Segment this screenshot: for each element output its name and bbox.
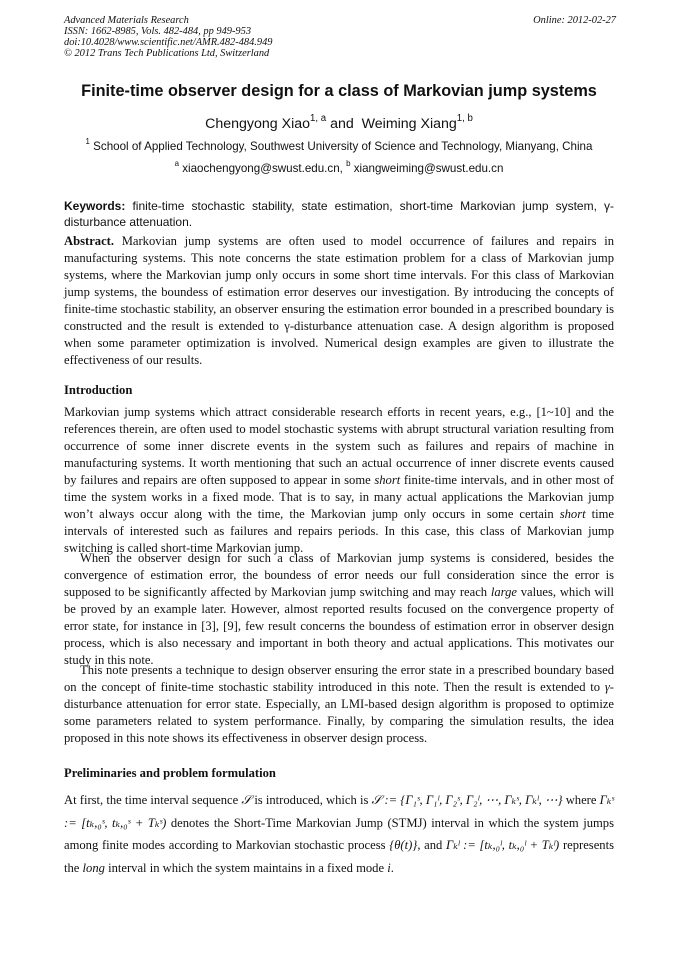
paper-title: Finite-time observer design for a class of Markovian jump systems — [81, 82, 597, 100]
paragraph-text: is introduced, which is — [254, 793, 369, 807]
keywords — [64, 198, 614, 230]
intro-paragraph-1 — [64, 404, 614, 557]
math-symbol: i — [387, 860, 391, 875]
paragraph-text: Markovian jump systems which attract considerable research efforts in recent years, e.g., [1~10] and the references therein, are often used to model stochastic systems with abrupt structural variation resulting from occurrence of some inner discrete events in the system such as failures and repairs of machine in manufacturing systems. It worth mentioning that such an actual occurrence of inner discrete events caused by failures and repairs are often supposed to appear in some — [64, 405, 614, 488]
author-emails — [40, 159, 638, 175]
emphasis: short — [559, 507, 586, 522]
emphasis: long — [82, 860, 105, 875]
abstract-label: Abstract. — [64, 234, 115, 248]
keywords-label: Keywords: — [64, 199, 126, 213]
issn-line: ISSN: 1662-8985, Vols. 482-484, pp 949-953 — [64, 26, 252, 37]
math-expression: {θ(t)} — [389, 838, 418, 852]
emphasis: large — [490, 585, 517, 600]
author-name: Weiming Xiang — [361, 116, 457, 132]
author-conjunction: and — [330, 116, 354, 132]
email-superscript: b — [346, 159, 351, 169]
paragraph-text: finite-time intervals, and in other most of time the system works in a fixed mode. That is to say, in many actual applications the Markovian jump won’t always occur along with the time, the Markovian jump only occurs in some certain — [64, 473, 614, 522]
paragraph-text: values, which will be proved by an example later. However, almost reported results focused on the convergence property of error state, for instance in [3], [9], few result concerns the boundess of estimation error in observer design process, which is also necessary and important in both theory and actual applications. This motivates our study in this note. — [64, 585, 614, 668]
paragraph-text: where — [565, 793, 597, 807]
paragraph-text: interval in which the system maintains in a fixed mode — [108, 860, 385, 875]
paragraph-text: . — [390, 860, 394, 875]
author-line — [40, 113, 638, 132]
math-expression: Γₖˢ := [tₖ,₀ˢ, tₖ,₀ˢ + Tₖˢ) — [64, 793, 615, 830]
preliminaries-paragraph — [64, 789, 614, 879]
emphasis: short — [374, 473, 401, 488]
math-symbol: γ — [604, 680, 610, 695]
affiliation-superscript: 1 — [85, 137, 90, 147]
section-heading-preliminaries: Preliminaries and problem formulation — [64, 766, 276, 780]
paragraph-text: time intervals of interested such as failures and repairs periods. In this case, this class of Markovian jump switching is called short-time Markovian jump. — [64, 507, 614, 556]
intro-paragraph-3 — [64, 662, 614, 747]
section-heading-introduction: Introduction — [64, 383, 133, 397]
keywords-text: finite-time stochastic stability, state estimation, short-time Markovian jump system, γ-disturbance attenuation. — [64, 199, 614, 229]
paragraph-text: denotes the Short-Time Markovian Jump (STMJ) interval in which the system jumps among finite modes according to Markovian stochastic process — [64, 815, 614, 852]
abstract — [64, 233, 614, 369]
author-name: Chengyong Xiao — [205, 116, 311, 132]
paragraph-text: When the observer design for such a class of Markovian jump systems is considered, besides the convergence of estimation error, the boundess of error needs our full consideration since the error is supposed to be significantly affected by Markovian jump switching and may reach — [64, 551, 614, 600]
running-header — [64, 15, 616, 59]
paragraph-text: , and — [417, 838, 443, 852]
online-date: Online: 2012-02-27 — [533, 15, 616, 26]
paragraph-text: represents the — [64, 838, 614, 875]
email-link[interactable]: xiangweiming@swust.edu.cn — [353, 162, 504, 175]
email-superscript: a — [174, 159, 179, 169]
affiliation — [40, 137, 638, 153]
paragraph-text: At first, the time interval sequence — [64, 793, 239, 807]
math-expression: 𝒮 := {Γ₁ˢ, Γ₁ˡ, Γ₂ˢ, Γ₂ˡ, ⋯, Γₖˢ, Γₖˡ, ⋯} — [371, 793, 563, 807]
email-link[interactable]: xiaochengyong@swust.edu.cn, — [182, 162, 343, 175]
math-expression: Γₖˡ := [tₖ,₀ˡ, tₖ,₀ˡ + Tₖˡ) — [446, 838, 560, 852]
intro-paragraph-2 — [64, 550, 614, 669]
paragraph-text: This note presents a technique to design observer ensuring the error state in a prescribed boundary based on the concept of finite-time stochastic stability introduced in this note. Then the result is extended to — [64, 663, 614, 695]
affiliation-text: School of Applied Technology, Southwest University of Science and Technology, Mianyang, China — [93, 140, 593, 153]
author-superscript: 1, a — [310, 113, 327, 125]
copyright-line: © 2012 Trans Tech Publications Ltd, Switzerland — [64, 48, 270, 59]
doi-line: doi:10.4028/www.scientific.net/AMR.482-484.949 — [64, 37, 273, 48]
abstract-text: Markovian jump systems are often used to model occurrence of failures and repairs in manufacturing systems. This note concerns the state estimation problem for a class of Markovian jump systems, where the Markovian jump only occurs in some short time intervals. For this class of Markovian jump systems, the boundess of estimation error deserves our investigation. By introducing the concepts of finite-time stochastic stability, an observer ensuring the estimation error bounded in a prescribed boundary is constructed and the result is extended to γ-disturbance attenuation case. A design algorithm is proposed when some parameter optimization is involved. Numerical design examples are given to illustrate the effectiveness of our results. — [64, 234, 614, 368]
journal-name: Advanced Materials Research — [64, 15, 189, 26]
math-symbol: 𝒮 — [241, 793, 252, 807]
paragraph-text: -disturbance attenuation for error state. Especially, an LMI-based design algorithm is proposed to optimize some parameters related to system performance. Finally, by comparing the simulation results, the idea proposed in this note shows its effectiveness in observer design process. — [64, 680, 614, 746]
author-superscript: 1, b — [456, 113, 473, 125]
